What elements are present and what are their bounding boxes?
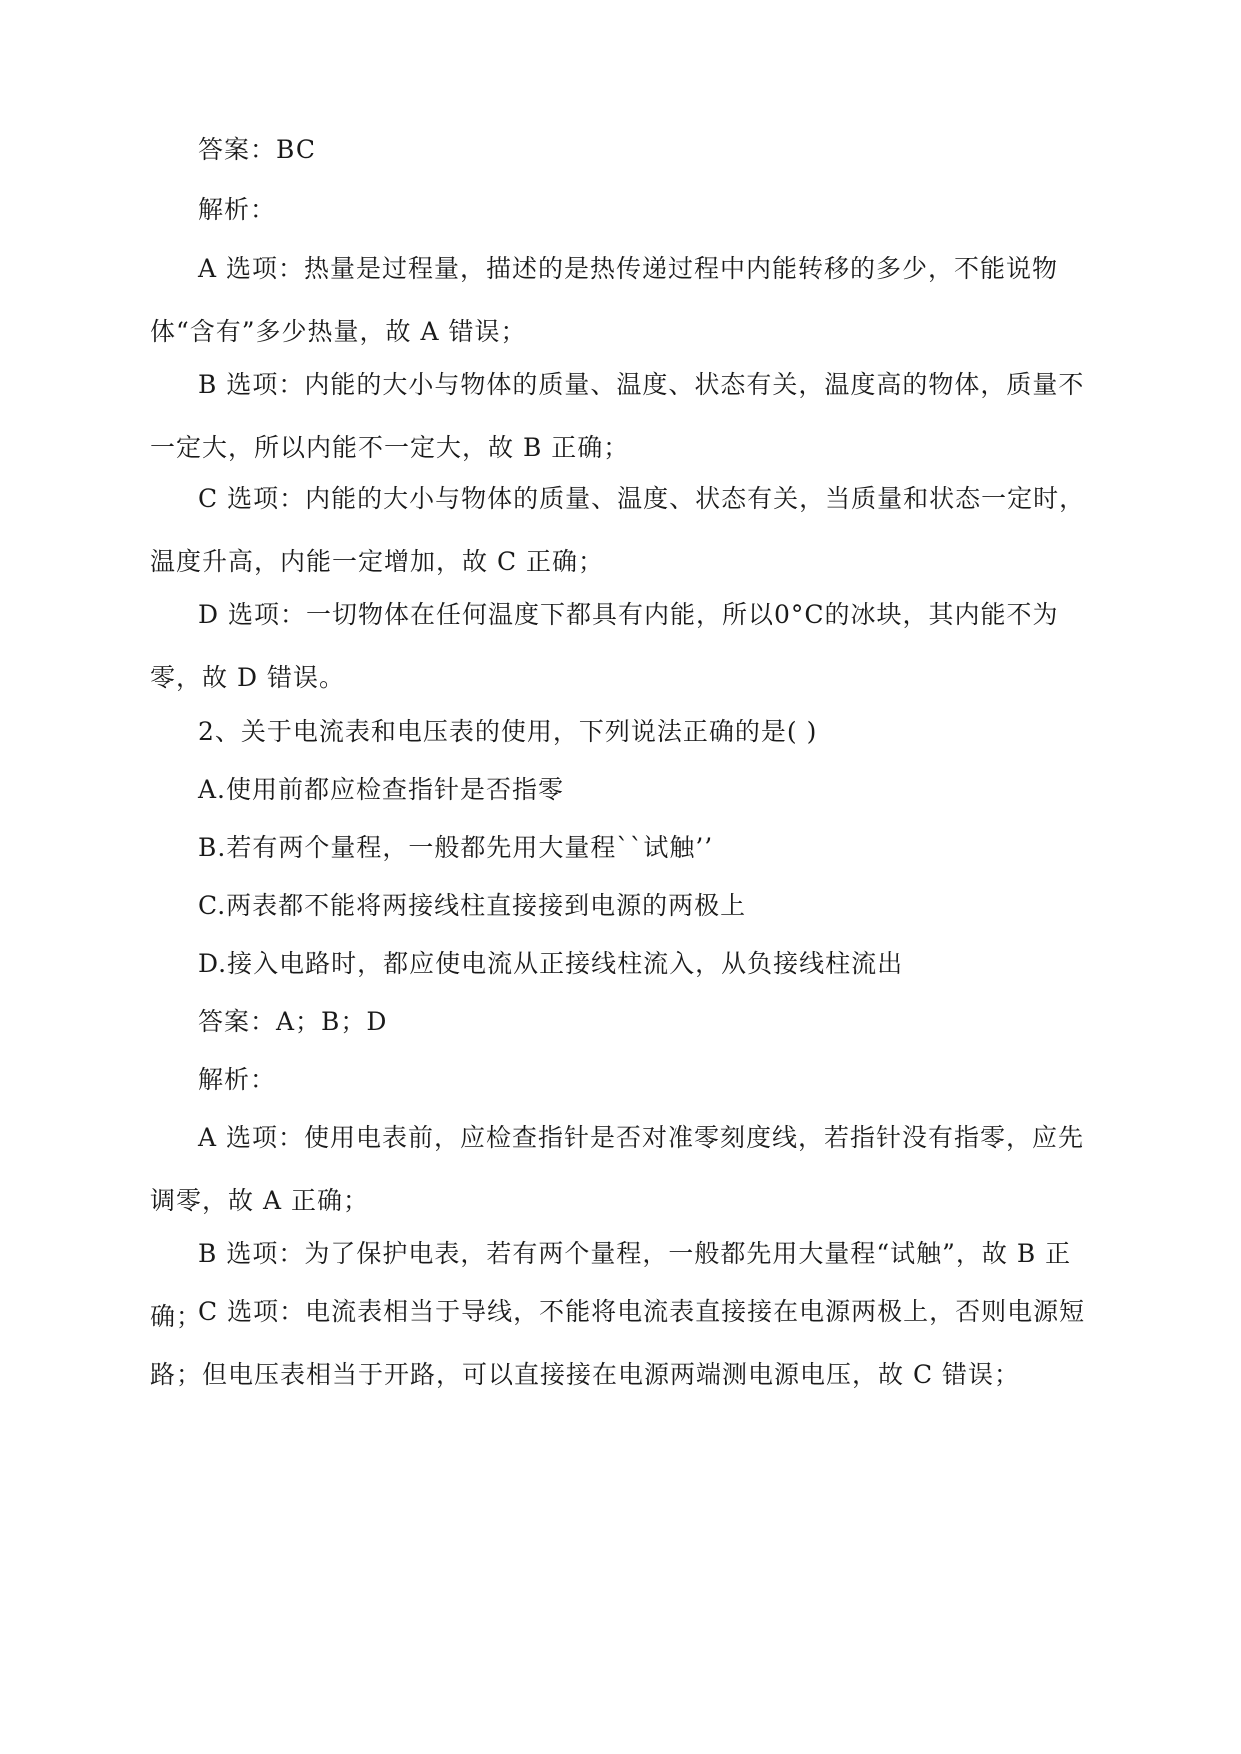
- analysis-2-option-a: A 选项：使用电表前，应检查指针是否对准零刻度线，若指针没有指零，应先调零，故 A 正确；: [150, 1123, 1085, 1215]
- question-2-choice-a: A.使用前都应检查指针是否指零: [198, 775, 565, 804]
- question-2-choice-d: D.接入电路时，都应使电流从正接线柱流入，从负接线柱流出: [198, 949, 904, 978]
- analysis-1-option-b: B 选项：内能的大小与物体的质量、温度、状态有关，温度高的物体，质量不一定大，所以内能不一定大，故 B 正确；: [150, 370, 1085, 462]
- question-2-stem: 2、关于电流表和电压表的使用，下列说法正确的是( ): [198, 717, 818, 746]
- analysis-label-1: 解析：: [198, 195, 277, 224]
- answer-1: 答案：BC: [198, 135, 316, 164]
- analysis-1-option-d: D 选项：一切物体在任何温度下都具有内能，所以0°C的冰块，其内能不为零，故 D 错误。: [150, 600, 1059, 692]
- analysis-1-option-a: A 选项：热量是过程量，描述的是热传递过程中内能转移的多少，不能说物体“含有”多少热量，故 A 错误；: [150, 254, 1059, 346]
- question-2-choice-b: B.若有两个量程，一般都先用大量程``试触’’: [198, 833, 714, 862]
- analysis-2-option-b: B 选项：为了保护电表，若有两个量程，一般都先用大量程“试触”，故 B 正确；: [150, 1239, 1072, 1331]
- analysis-1-option-c: C 选项：内能的大小与物体的质量、温度、状态有关，当质量和状态一定时，温度升高，内能一定增加，故 C 正确；: [150, 484, 1086, 576]
- question-2-choice-c: C.两表都不能将两接线柱直接接到电源的两极上: [198, 891, 747, 920]
- analysis-label-2: 解析：: [198, 1065, 277, 1094]
- answer-2: 答案：A；B；D: [198, 1007, 388, 1036]
- analysis-2-option-c: C 选项：电流表相当于导线，不能将电流表直接接在电源两极上，否则电源短路；但电压表相当于开路，可以直接接在电源两端测电源电压，故 C 错误；: [150, 1297, 1086, 1389]
